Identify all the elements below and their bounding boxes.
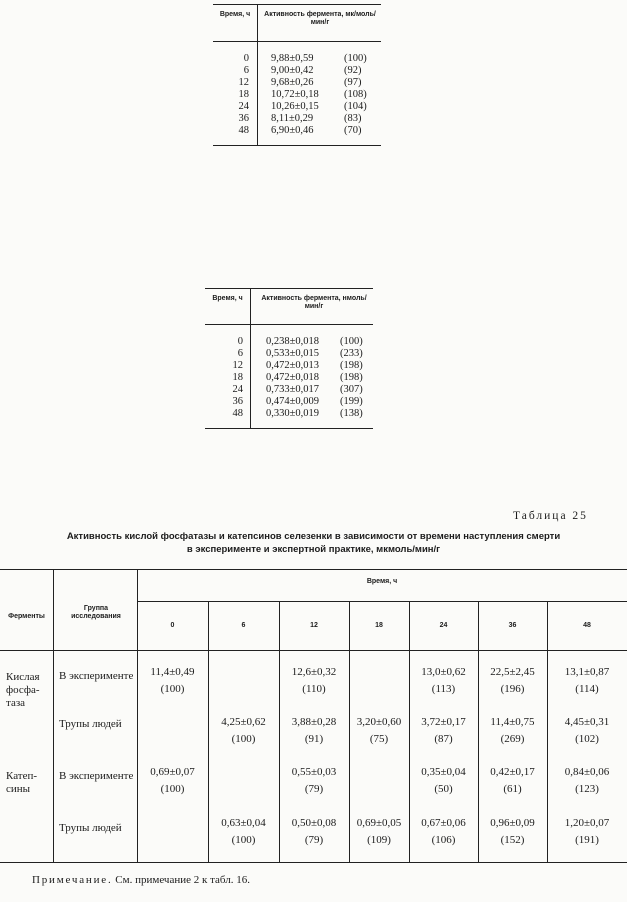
cell-percent: (79) (304, 834, 324, 846)
time-cell: 18 (232, 372, 243, 383)
table-1 (213, 4, 381, 146)
value-cell: 9,88±0,59 (271, 53, 314, 64)
time-header-48: 48 (583, 622, 591, 629)
time-header-24: 24 (439, 622, 448, 629)
cell-value: 0,69±0,07 (150, 766, 195, 778)
value-column (271, 53, 319, 137)
cell-percent: (100) (160, 683, 185, 695)
time-cell: 6 (243, 65, 249, 76)
cell-percent: (110) (302, 683, 326, 695)
data-cell (547, 714, 627, 748)
time-header: Время, ч (212, 295, 243, 302)
time-header: Время, ч (219, 11, 251, 18)
time-cell: 12 (238, 77, 249, 88)
cell-value: 12,6±0,32 (291, 666, 337, 678)
percent-cell: (233) (340, 348, 363, 359)
value-cell: 10,26±0,15 (271, 101, 319, 112)
value-cell: 9,68±0,26 (271, 77, 314, 88)
header-time: Время, ч (366, 578, 398, 585)
enzyme-acid-phosphatase: Кислая фосфа-тазa (6, 671, 40, 709)
percent-cell: (199) (340, 396, 363, 407)
data-cell (478, 664, 547, 698)
cell-percent: (114) (575, 683, 599, 695)
data-cell (547, 764, 627, 798)
value-cell: 0,733±0,017 (266, 384, 320, 395)
time-cell: 18 (238, 89, 249, 100)
cell-percent: (50) (434, 783, 453, 795)
data-cell (478, 764, 547, 798)
group-corpses-1: Трупы людей (59, 718, 122, 730)
value-cell: 0,330±0,019 (266, 408, 320, 419)
data-cell (137, 764, 208, 798)
value-cell: 0,472±0,018 (266, 372, 320, 383)
data-cell (279, 815, 349, 849)
header-group: Группа исследования (71, 605, 121, 620)
table-2 (205, 288, 373, 429)
time-cell: 24 (238, 101, 249, 112)
percent-cell: (92) (344, 65, 362, 76)
percent-cell: (70) (344, 125, 362, 136)
cell-percent: (106) (431, 834, 456, 846)
cell-percent: (61) (503, 783, 522, 795)
value-cell: 10,72±0,18 (271, 89, 319, 100)
cell-value: 0,35±0,04 (421, 766, 466, 778)
cell-value: 3,20±0,60 (356, 716, 402, 728)
value-cell: 0,238±0,018 (266, 336, 320, 347)
cell-value: 11,4±0,49 (150, 666, 195, 678)
cell-percent: (91) (304, 733, 324, 745)
time-cell: 36 (232, 396, 243, 407)
data-cell (137, 664, 208, 698)
data-cell (208, 714, 279, 748)
cell-percent: (102) (575, 733, 599, 745)
cell-percent: (191) (575, 834, 599, 846)
cell-percent: (196) (500, 683, 525, 695)
percent-cell: (198) (340, 372, 363, 383)
table-title-line-1: Активность кислой фосфатазы и катепсинов селезенки в зависимости от времени наступления смерти (66, 531, 561, 542)
enzyme-cathepsins: Катеп-сины (6, 770, 38, 795)
cell-value: 0,55±0,03 (291, 766, 337, 778)
cell-value: 13,1±0,87 (564, 666, 610, 678)
percent-cell: (100) (344, 53, 367, 64)
cell-value: 0,63±0,04 (221, 817, 266, 829)
cell-value: 22,5±2,45 (490, 666, 535, 678)
data-cell (409, 664, 478, 698)
group-corpses-2: Трупы людей (59, 822, 122, 834)
data-cell (478, 815, 547, 849)
percent-cell: (97) (344, 77, 362, 88)
data-cell (409, 815, 478, 849)
time-cell: 0 (243, 53, 249, 64)
value-cell: 9,00±0,42 (271, 65, 314, 76)
cell-value: 4,45±0,31 (564, 716, 610, 728)
value-cell: 0,533±0,015 (266, 348, 320, 359)
percent-cell: (104) (344, 101, 367, 112)
data-cell (547, 815, 627, 849)
cell-value: 11,4±0,75 (490, 716, 535, 728)
time-cell: 36 (238, 113, 249, 124)
group-experiment-2: В эксперименте (59, 770, 134, 782)
group-experiment-1: В эксперименте (59, 670, 134, 682)
cell-value: 3,88±0,28 (291, 716, 337, 728)
cell-percent: (113) (431, 683, 456, 695)
data-cell (478, 714, 547, 748)
data-cell (409, 764, 478, 798)
time-header-6: 6 (241, 622, 246, 629)
cell-percent: (100) (231, 733, 256, 745)
time-cell: 12 (232, 360, 243, 371)
time-header-36: 36 (508, 622, 517, 629)
cell-value: 0,96±0,09 (490, 817, 535, 829)
time-header-0: 0 (170, 622, 175, 629)
data-cell (208, 815, 279, 849)
cell-value: 3,72±0,17 (421, 716, 466, 728)
time-header-12: 12 (310, 622, 318, 629)
cell-value: 0,67±0,06 (421, 817, 466, 829)
data-cell (279, 764, 349, 798)
cell-value: 1,20±0,07 (564, 817, 610, 829)
cell-percent: (109) (367, 834, 391, 846)
data-cell (279, 714, 349, 748)
value-cell: 6,90±0,46 (271, 125, 314, 136)
cell-percent: (79) (304, 783, 324, 795)
cell-percent: (123) (575, 783, 599, 795)
cell-value: 0,42±0,17 (490, 766, 535, 778)
cell-percent: (100) (231, 834, 256, 846)
data-cell (409, 714, 478, 748)
cell-value: 4,25±0,62 (221, 716, 266, 728)
percent-cell: (83) (344, 113, 362, 124)
value-cell: 8,11±0,29 (271, 113, 314, 124)
cell-percent: (75) (369, 733, 389, 745)
table-title-line-2: в эксперименте и экспертной практике, мкмоль/мин/г (186, 544, 441, 555)
percent-cell: (108) (344, 89, 367, 100)
percent-cell: (307) (340, 384, 363, 395)
cell-percent: (100) (160, 783, 185, 795)
cell-value: 0,50±0,08 (291, 817, 337, 829)
cell-value: 0,84±0,06 (564, 766, 610, 778)
time-header-18: 18 (375, 622, 383, 629)
header-enzymes: Ферменты (8, 613, 45, 620)
time-cell: 0 (237, 336, 243, 347)
cell-percent: (269) (500, 733, 525, 745)
value-cell: 0,472±0,013 (266, 360, 320, 371)
value-cell: 0,474±0,009 (266, 396, 320, 407)
cell-value: 0,69±0,05 (356, 817, 402, 829)
time-column (213, 53, 249, 137)
value-column (266, 336, 319, 420)
data-cell (547, 664, 627, 698)
percent-column (344, 53, 367, 137)
percent-cell: (100) (340, 336, 363, 347)
percent-cell: (198) (340, 360, 363, 371)
activity-header: Активность фермента, мк/моль/мин/г (264, 11, 376, 26)
cell-value: 13,0±0,62 (421, 666, 466, 678)
data-cell (349, 714, 409, 748)
activity-header: Активность фермента, нмоль/мин/г (261, 295, 367, 310)
time-cell: 48 (232, 408, 243, 419)
cell-percent: (87) (434, 733, 453, 745)
percent-column (340, 336, 363, 420)
percent-cell: (138) (340, 408, 363, 419)
table-note: Примечание. См. примечание 2 к табл. 16. (32, 874, 250, 886)
data-cell (279, 664, 349, 698)
cell-percent: (152) (500, 834, 525, 846)
table-caption: Таблица 25 (513, 510, 588, 522)
time-cell: 48 (238, 125, 249, 136)
time-cell: 6 (237, 348, 243, 359)
time-cell: 24 (232, 384, 243, 395)
time-column (205, 336, 243, 420)
data-cell (349, 815, 409, 849)
